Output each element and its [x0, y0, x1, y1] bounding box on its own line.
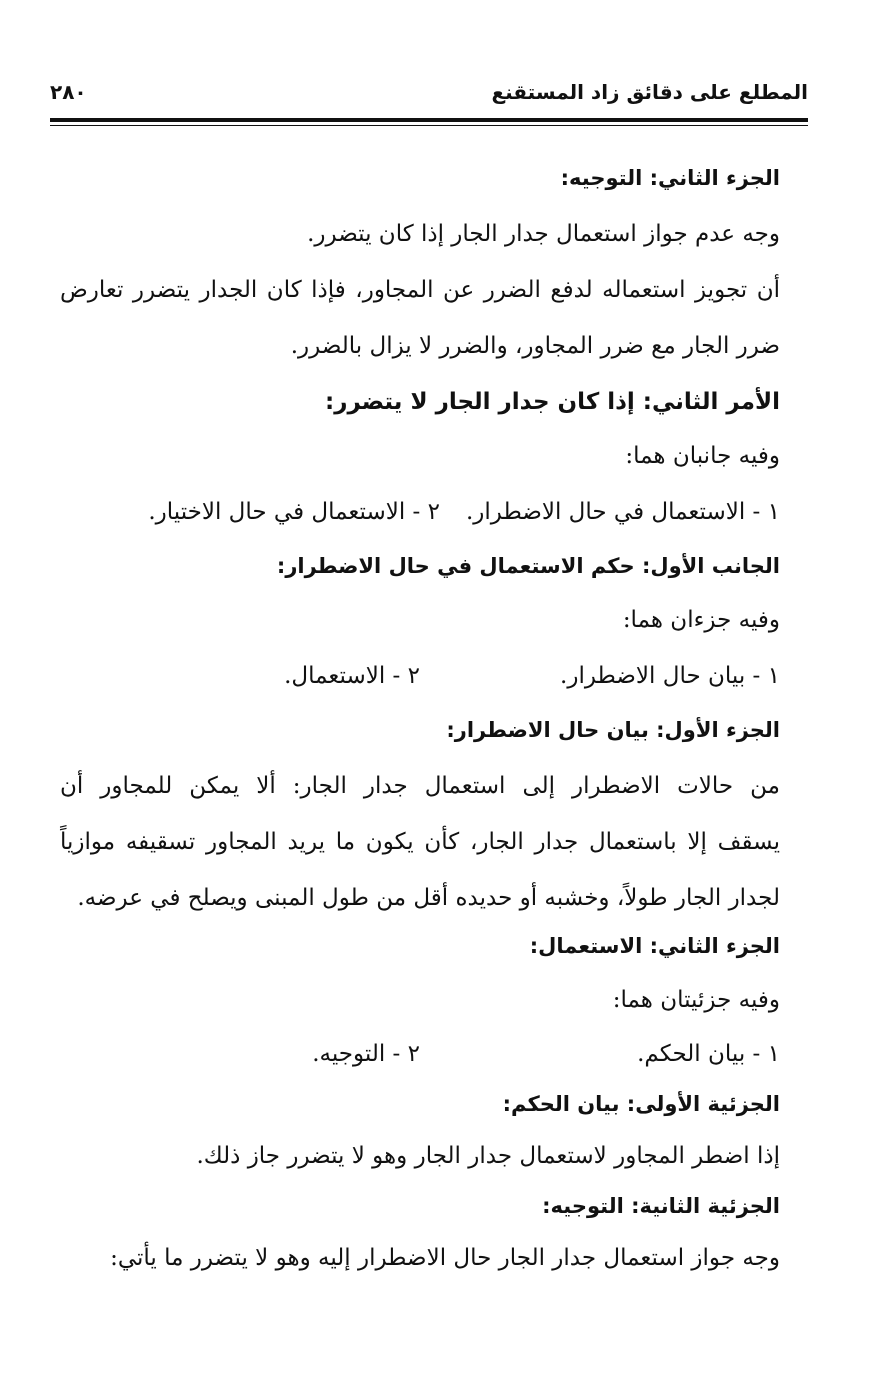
paragraph-line: أن تجويز استعماله لدفع الضرر عن المجاور، فإذا كان الجدار يتضرر تعارض — [60, 277, 780, 303]
header-rule-thin — [50, 125, 808, 126]
paragraph-line: وجه عدم جواز استعمال جدار الجار إذا كان يتضرر. — [307, 221, 780, 247]
list-item: ١ - بيان الحكم. — [637, 1041, 780, 1067]
paragraph-line: لجدار الجار طولاً، وخشبه أو حديده أقل من طول المبنى ويصلح في عرضه. — [77, 885, 780, 911]
list-item: ٢ - الاستعمال في حال الاختيار. — [148, 499, 440, 525]
heading-first-aspect: الجانب الأول: حكم الاستعمال في حال الاضطرار: — [276, 554, 780, 578]
list-row — [60, 656, 780, 696]
list-item: ١ - الاستعمال في حال الاضطرار. — [465, 499, 780, 525]
list-row — [60, 492, 780, 532]
heading-second-matter: الأمر الثاني: إذا كان جدار الجار لا يتضرر: — [325, 389, 780, 415]
header-rule-thick — [50, 118, 808, 122]
subheading-part-one: الجزء الأول: بيان حال الاضطرار: — [446, 718, 780, 742]
list-item: ٢ - التوجيه. — [312, 1041, 420, 1067]
paragraph-line: وجه جواز استعمال جدار الجار حال الاضطرار إليه وهو لا يتضرر ما يأتي: — [110, 1245, 780, 1271]
paragraph-line: من حالات الاضطرار إلى استعمال جدار الجار: ألا يمكن للمجاور أن — [60, 773, 780, 799]
subheading-first-detail: الجزئية الأولى: بيان الحكم: — [502, 1092, 780, 1116]
subheading-part-two-use: الجزء الثاني: الاستعمال: — [529, 934, 780, 958]
book-title: المطلع على دقائق زاد المستقنع — [491, 80, 808, 104]
paragraph-line: يسقف إلا باستعمال جدار الجار، كأن يكون ما يريد المجاور تسقيفه موازياً — [60, 829, 780, 855]
list-item: ٢ - الاستعمال. — [284, 663, 420, 689]
paragraph-line: إذا اضطر المجاور لاستعمال جدار الجار وهو لا يتضرر جاز ذلك. — [196, 1143, 780, 1169]
list-row — [60, 1034, 780, 1074]
page-number: ٢٨٠ — [50, 80, 87, 104]
paragraph-line: ضرر الجار مع ضرر المجاور، والضرر لا يزال بالضرر. — [290, 333, 780, 359]
running-header — [50, 80, 808, 116]
paragraph-line: وفيه جزءان هما: — [622, 607, 780, 633]
paragraph-line: وفيه جانبان هما: — [625, 443, 780, 469]
paragraph-line: وفيه جزئيتان هما: — [612, 987, 780, 1013]
subheading-part-two-guidance: الجزء الثاني: التوجيه: — [560, 166, 780, 190]
subheading-second-detail: الجزئية الثانية: التوجيه: — [542, 1194, 780, 1218]
list-item: ١ - بيان حال الاضطرار. — [560, 663, 780, 689]
